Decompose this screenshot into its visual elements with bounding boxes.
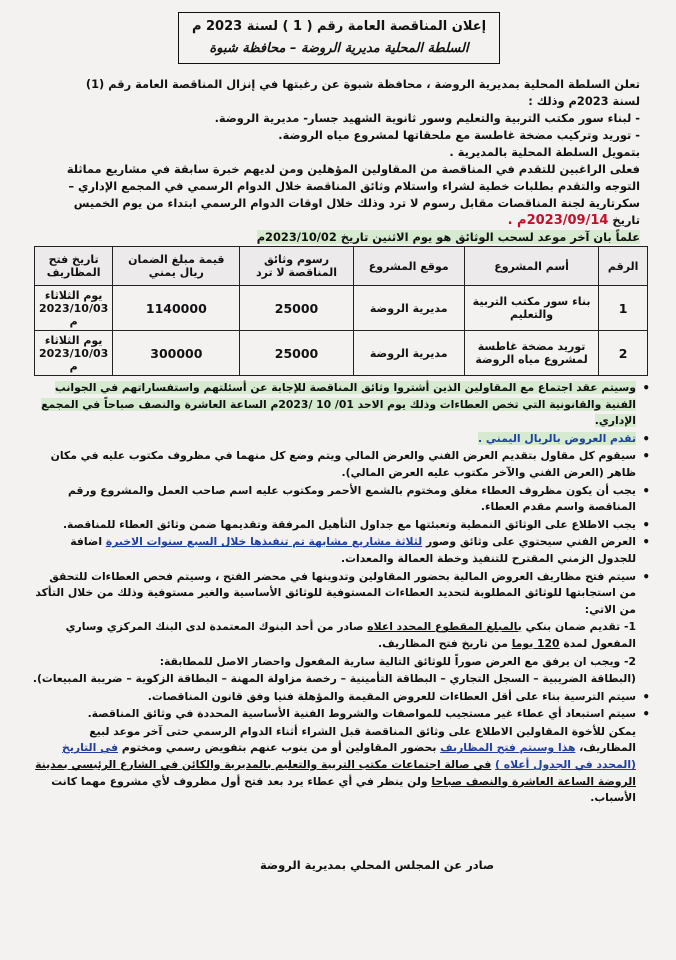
funding-line: بتمويل السلطة المحلية بالمديرية . bbox=[449, 145, 640, 159]
column-header: قيمة مبلغ الضمان ريال يمني bbox=[113, 247, 240, 286]
list-item: • يجب الاطلاع على الوثائق النمطية وتعبئتها مع جداول التأهيل المرفقة وتقديمها ضمن وثائق العطاء للمناقصة. bbox=[30, 517, 650, 534]
table-cell: يوم الثلاثاء 2023/10/03 م bbox=[35, 331, 113, 376]
column-header: موقع المشروع bbox=[353, 247, 464, 286]
title-box bbox=[178, 12, 500, 64]
deadline-text: علماً بان آخر موعد لسحب الوثائق هو يوم الاثنين تاريخ 2023/10/02م bbox=[256, 230, 640, 244]
guarantee-end-text: من تاريخ فتح المظاريف. bbox=[378, 636, 508, 650]
deadline-note bbox=[60, 229, 640, 246]
table-row bbox=[35, 331, 648, 376]
technical-offer-text: العرض الفني سيحتوي على وثائق وصور bbox=[425, 535, 636, 549]
intro-paragraph: تعلن السلطة المحلية بمديرية الروضة ، محافظة شبوة عن رغبتها في إنزال المناقصة العامة رقم (1) لسنة 2023م وذلك : bbox=[85, 77, 640, 108]
application-paragraph bbox=[60, 161, 640, 229]
meeting-text: وسيتم عقد اجتماع مع المقاولين الذين أشتروا وثائق المناقصة للإجابة عن أسئلتهم واستفساراتهم في الجوانب الفنية والقانونية التي تخص العطاءات وذلك يوم الاحد 01/ 10 /2023م الساعة العاشرة والنصف صباحاً في المجمع الإداري. bbox=[41, 381, 636, 428]
table-cell: توريد مضخة غاطسة لمشروع مياه الروضة bbox=[464, 331, 598, 376]
column-header: أسم المشروع bbox=[464, 247, 598, 286]
required-documents: (البطاقة الضريبية – السجل التجاري – البطاقة التأمينية – رخصة مزاولة المهنة – البطاقة الزكوية – ضريبة المبيعات). bbox=[32, 672, 636, 686]
sale-start-date: 2023/09/14م . bbox=[507, 213, 609, 228]
list-item bbox=[30, 380, 650, 430]
tender-table bbox=[34, 246, 648, 376]
guarantee-days: 120 يوما bbox=[511, 636, 560, 650]
table-cell: 25000 bbox=[240, 286, 353, 331]
announcement-title: إعلان المناقصة العامة رقم ( 1 ) لسنة 2023 م bbox=[191, 19, 487, 34]
table-cell: 300000 bbox=[113, 331, 240, 376]
column-header: رسوم وثائق المناقصة لا ترد bbox=[240, 247, 353, 286]
similar-projects-text: لثلاثة مشاريع مشابهة تم تنفيذها خلال السبع سنوات الاخيرة bbox=[105, 535, 423, 549]
schedule-text: اضافة للجدول الزمني المقترح للتنفيذ وخطة العمالة والمعدات. bbox=[70, 535, 636, 565]
table-cell: مديرية الروضة bbox=[353, 286, 464, 331]
list-item: • يجب أن يكون مظروف العطاء مغلق ومختوم بالشمع الأحمر ومكتوب عليه اسم صاحب العمل والمشروع ورقم المناقصة واسم مقدم العطاء. bbox=[30, 483, 650, 516]
application-text: فعلى الراغبين للتقدم في المناقصة من المقاولين المؤهلين ومن لديهم خبرة سابقة في مشاريع مماثلة التوجه والتقدم بطلبات خطية لشراء واستلام وثائق المناقصة خلال الدوام الرسمي في المجمع الإداري – سكرتارية لجنة المناقصات مقابل رسوم لا ترد وذلك خلال اوقات الدوام الرسمي ابتداء من يوم الخميس تاريخ bbox=[66, 162, 640, 227]
currency-text: تقدم العروض بالريال اليمني . bbox=[478, 431, 636, 445]
closing-text-3: ولن ينظر في أي عطاء يرد بعد فتح أول مظروف لأي مشروع مهما كانت الأسباب. bbox=[51, 774, 636, 805]
issuer-signature: صادر عن المجلس المحلي بمديرية الروضة bbox=[260, 858, 495, 872]
project-item-2: - توريد وتركيب مضخة غاطسة مع ملحقاتها لمشروع مياه الروضة. bbox=[278, 128, 640, 142]
conditions-section bbox=[30, 380, 650, 808]
list-item bbox=[30, 534, 650, 567]
project-item-1: - لبناء سور مكتب التربية والتعليم وسور ثانوية الشهيد جسار- مديرية الروضة. bbox=[214, 111, 640, 125]
table-row bbox=[35, 286, 648, 331]
table-cell: يوم الثلاثاء 2023/10/03 م bbox=[35, 286, 113, 331]
table-header-row bbox=[35, 247, 648, 286]
list-item: • سيقوم كل مقاول بتقديم العرض الفني والعرض المالي ويتم وضع كل منهما في مظروف مكتوب عليه في مكان ظاهر (العرض الفني والآخر مكتوب عليه العرض المالي). bbox=[30, 448, 650, 481]
numbered-item-1 bbox=[30, 619, 650, 652]
column-header: الرقم bbox=[599, 247, 648, 286]
issuer-subtitle: السلطة المحلية مديرية الروضة – محافظة شبوة bbox=[209, 41, 469, 56]
guarantee-bank-text: صادر من أحد البنوك المعتمدة لدى البنك المركزي وساري المفعول لمدة bbox=[65, 620, 636, 650]
closing-text-2: بحضور المقاولين أو من ينوب عنهم بتفويض رسمي ومختوم bbox=[121, 741, 437, 755]
column-header: تاريخ فتح المظاريف bbox=[35, 247, 113, 286]
list-item: • سيتم فتح مظاريف العروض المالية بحضور المقاولين وتدوينها في محضر الفتح ، وسيتم فحص العطاءات للتحقق من استجابتها للوثائق المطلوبة لتحديد العطاءات المستوفية للوثائق الأساسية والغير مستوفية وذلك من خلال التأكد من الاتي: bbox=[30, 569, 650, 619]
venue-text: في صالة اجتماعات مكتب التربية والتعليم بالمديرية والكائن في الشارع الرئيسي بمدينة الروضة الساعة العاشرة والنصف صباحا bbox=[35, 758, 636, 788]
table-cell: 1140000 bbox=[113, 286, 240, 331]
table-cell: بناء سور مكتب التربية والتعليم bbox=[464, 286, 598, 331]
list-item: • سيتم استبعاد أي عطاء غير مستجيب للمواصفات والشروط الفنية الأساسية المحددة في وثائق المناقصة. bbox=[30, 706, 650, 723]
opening-envelopes-text: هذا وسيتم فتح المظاريف bbox=[440, 741, 576, 755]
intro-section bbox=[60, 76, 640, 246]
table-cell: 1 bbox=[599, 286, 648, 331]
closing-paragraph bbox=[30, 724, 650, 807]
table-cell: 25000 bbox=[240, 331, 353, 376]
opening-date-text: في التاريخ (المحدد في الجدول أعلاه ) bbox=[62, 741, 636, 772]
table-cell: مديرية الروضة bbox=[353, 331, 464, 376]
list-item: • سيتم الترسية بناء على أقل العطاءات للعروض المقيمة والمؤهلة فنيا وفق قانون المناقصات. bbox=[30, 689, 650, 706]
guarantee-text: 1- تقديم ضمان بنكي bbox=[525, 620, 636, 634]
guarantee-amount-text: بالمبلغ المقطوع المحدد اعلاه bbox=[367, 620, 522, 634]
list-item bbox=[30, 431, 650, 448]
numbered-item-2: 2- ويجب ان يرفق مع العرض صوراً للوثائق التالية سارية المفعول واحضار الاصل للمطابقة: bbox=[159, 654, 636, 668]
closing-text-1: يمكن للأخوة المقاولين الاطلاع على وثائق المناقصة قبل الشراء أثناء الدوام الرسمي حتى آخر موعد لبيع المظاريف، bbox=[89, 724, 636, 755]
table-cell: 2 bbox=[599, 331, 648, 376]
